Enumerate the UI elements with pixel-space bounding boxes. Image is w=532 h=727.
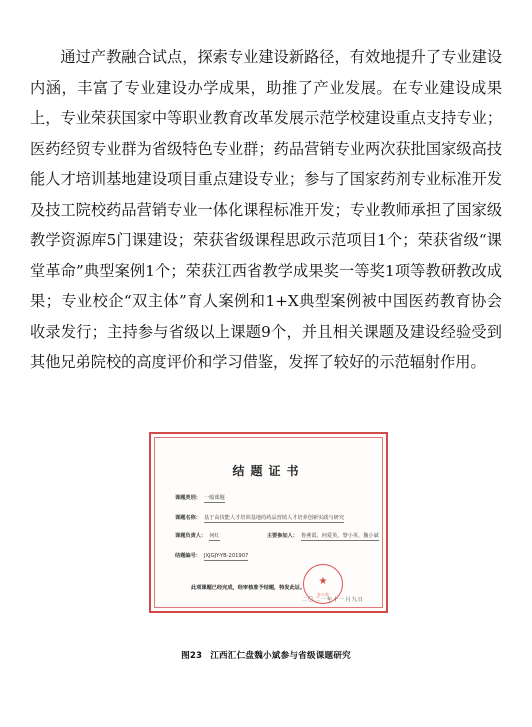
members-value: 鲁燕霞、何爱英、黎小英、魏小斌: [300, 533, 379, 539]
certificate-category-row: [175, 494, 225, 501]
figure-caption-text: 江西汇仁盘魏小斌参与省级课题研究: [210, 651, 351, 661]
certificate-date: 二〇二一年十一月九日: [302, 597, 364, 603]
seal-label: 办公室: [317, 592, 329, 597]
number-value: JXJGJY-YB-201907: [203, 553, 249, 559]
certificate-name-row: [175, 514, 344, 521]
certificate-people-row: [175, 532, 379, 539]
number-label: 结题编号：: [175, 553, 201, 559]
seal-star-icon: ★: [318, 576, 328, 587]
members-label: 主要参加人：: [266, 533, 298, 539]
category-value: 一般课题: [203, 495, 225, 501]
figure-caption: [0, 649, 532, 661]
certificate-title: 结题证书: [232, 464, 305, 478]
leader-label: 课题负责人：: [175, 533, 207, 539]
certificate-statement: 此项课题已经完成，经审核准予结题，特发此证。: [191, 585, 306, 591]
certificate-number-row: [175, 552, 248, 559]
name-label: 课题名称：: [175, 515, 201, 521]
figure-number: 图23: [181, 651, 203, 661]
category-label: 课题类别：: [175, 495, 201, 501]
leader-value: 何红: [209, 533, 220, 539]
name-value: 基于高技能人才培训基地的药品营销人才培养创新实践与研究: [203, 515, 345, 521]
certificate-image: [149, 432, 388, 613]
body-paragraph: 通过产教融合试点，探索专业建设新路径，有效地提升了专业建设内涵，丰富了专业建设办学成果，助推了产业发展。在专业建设成果上，专业荣获国家中等职业教育改革发展示范学校建设重点支持专业；医药经贸专业群为省级特色专业群；药品营销专业两次获批国家级高技能人才培训基地建设项目重点建设专业；参与了国家药剂专业标准开发及技工院校药品营销专业一体化课程标准开发；专业教师承担了国家级教学资源库5门课建设；荣获省级课程思政示范项目1个；荣获省级“课堂革命”典型案例1个；荣获江西省教学成果奖一等奖1项等教研教改成果；专业校企“双主体”育人案例和1+X典型案例被中国医药教育协会收录发行；主持参与省级以上课题9个，并且相关课题及建设经验受到其他兄弟院校的高度评价和学习借鉴，发挥了较好的示范辐射作用。: [30, 48, 502, 371]
